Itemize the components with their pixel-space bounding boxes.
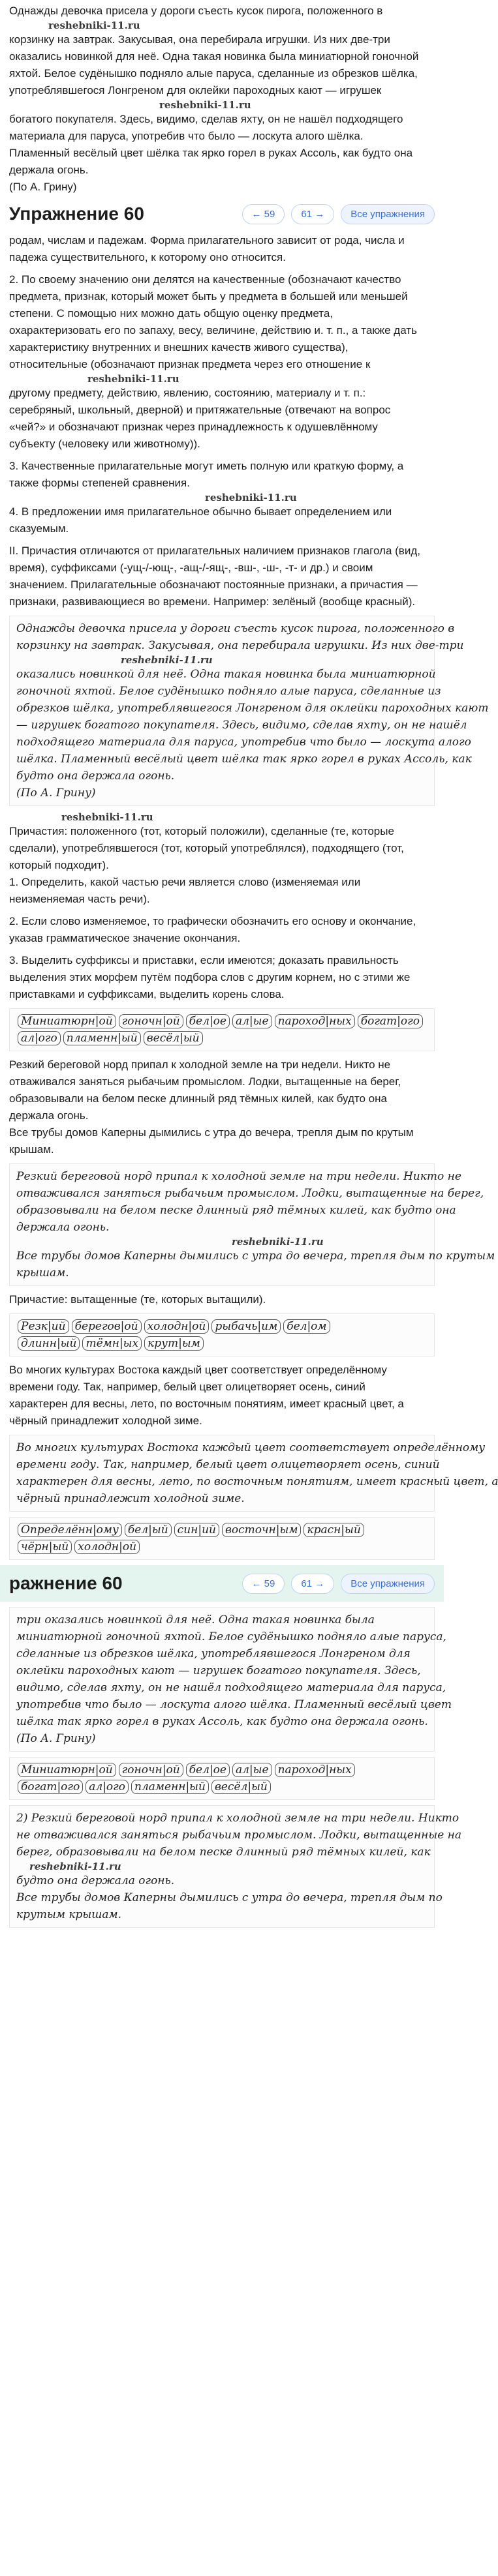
morpheme-word: холодн|ой [74,1540,140,1554]
text-line: времени году. Так, например, белый цвет олицетворяет осень, синий [9,1381,366,1393]
handwritten-analysis [9,616,489,806]
watermark: reshebniki-11.ru [232,1236,324,1248]
watermark: reshebniki-11.ru [48,20,140,31]
text-line: субъекту (человеку или животному)). [9,438,200,450]
text-line: чёрный принадлежит холодной зиме. [16,1492,245,1505]
text-3 [0,1362,444,1430]
exercise-title: ражнение 60 [9,1573,123,1593]
text-2 [0,1056,444,1158]
text-line: степени. С помощью них можно дать общую оценку предмета, [9,307,334,320]
text-line: Пламенный весёлый цвет шёлка так ярко горел в руках Ассоль, как будто она [9,147,413,159]
watermark: reshebniki-11.ru [205,492,297,503]
text-line: богатого покупателя. Здесь, видимо, сделав яхту, он не нашёл подходящего [9,113,403,125]
text-line: сделанные из обрезков шёлка, употреблявшегося Лонгреном для [16,1647,411,1660]
morph-line [16,1335,428,1352]
text-line: шёлка так ярко горел в руках Ассоль, как будто она держала огонь. [16,1715,428,1728]
text-line: характерен для весны, лето, по восточным понятиям, имеет красный цвет, а [9,1398,404,1410]
text-line: шёлка. Пламенный весёлый цвет шёлка так ярко горел в руках Ассоль, как [16,753,472,766]
text-line: употреблявшегося Лонгреном для оклейки пароходных кают — игрушек [9,84,382,97]
text-line: чёрный принадлежит холодной зиме. [9,1415,202,1427]
text-line: обрезков шёлка, употреблявшегося Лонгреном для оклейки пароходных кают [16,702,489,715]
analysis-text [0,811,444,1003]
exercise-header-sticky [0,1565,444,1602]
all-exercises-button[interactable]: Все упражнения [341,1574,435,1594]
text-line: берег, образовывали на белом песке длинный ряд тёмных килей, как [16,1846,431,1859]
text-line: характерен для весны, лето, по восточным понятиям, имеет красный цвет, а [16,1475,498,1488]
text-line: крышам. [9,1143,54,1156]
all-exercises-button[interactable]: Все упражнения [341,204,435,224]
text-line: корзинку на завтрак. Закусывая, она перебирала игрушки. Из них две-три [16,639,464,652]
text-line: падежа существительного, к которому оно относится. [9,251,286,263]
text-line: будто она держала огонь. [16,770,175,783]
morpheme-word: тёмн|ых [82,1336,142,1351]
text-line: будто она держала огонь. [16,1874,175,1887]
morpheme-parsing [9,1517,435,1560]
watermark: reshebniki-11.ru [159,99,251,111]
morpheme-word: богат|ого [18,1780,83,1794]
next-exercise-button[interactable]: 61 → [291,204,334,224]
morpheme-word: бел|ое [186,1763,230,1777]
handwritten-analysis [9,1805,461,1928]
text-line: серебряный, школьный, дверной) и притяжательные (отвечают на вопрос [9,404,391,416]
morpheme-word: син|ий [174,1523,219,1537]
text-line: крутым крышам. [16,1908,121,1921]
morpheme-word: ал|ого [86,1780,129,1794]
morpheme-word: чёрн|ый [18,1540,72,1554]
morpheme-word: берегов|ой [72,1319,142,1334]
exercise-nav [242,1574,435,1594]
morph-line [16,1013,428,1030]
morpheme-word: пароход|ных [275,1014,355,1028]
morpheme-word: гоночн|ой [119,1014,183,1028]
text-line: Резкий береговой норд припал к холодной земле на три недели. Никто не [16,1170,461,1183]
text-line: значением. Прилагательные обозначают постоянные признаки, а причастия — [9,578,418,591]
text-line: материала для паруса, употребив что было — лоскута алого шёлка. [9,130,364,142]
text-line: Причастие: вытащенные (те, которых вытащили). [9,1293,266,1306]
text-line: сказуемым. [9,522,69,535]
morph-line [16,1318,428,1335]
text-line: другому предмету, действию, явлению, состоянию, материалу и т. п.: [9,387,366,399]
exercise-nav [242,204,435,224]
text-line: 1. Определить, какой частью речи является слово (изменяемая или [9,876,361,888]
text-line: оклейки пароходных кают — игрушек богатого покупателя. Здесь, [16,1664,421,1677]
text-line: Во многих культурах Востока каждый цвет соответствует определённому [9,1364,387,1376]
morpheme-word: ал|ые [232,1014,272,1028]
morpheme-word: богат|ого [358,1014,423,1028]
text-line: Все трубы домов Каперны дымились с утра до вечера, трепля дым по крутым [16,1250,495,1263]
morpheme-word: рыбачь|им [211,1319,281,1334]
text-line: 4. В предложении имя прилагательное обычно бывает определением или [9,505,392,518]
text-line: подходящего материала для паруса, употребив что было — лоскута алого [16,736,471,749]
text-line: не отваживался заняться рыбачьим промыслом. Лодки, вытащенные на [16,1829,461,1842]
text-line: 2. Если слово изменяемое, то графически обозначить его основу и окончание, [9,915,416,927]
morpheme-word: бел|ом [283,1319,330,1334]
morph-line [16,1761,428,1778]
morpheme-word: красн|ый [303,1523,364,1537]
text-line: сделали), употреблявшегося (тот, который употреблялся), подходящего (тот, [9,842,404,854]
text-line: выделения этих морфем путём подбора слов с другим корнем, но с этими же [9,971,411,983]
text-line: Однажды девочка присела у дороги съесть кусок пирога, положенного в [16,622,455,635]
text-line: держала огонь. [16,1221,110,1234]
morpheme-word: пламенн|ый [63,1031,141,1045]
morph-line [16,1521,428,1538]
watermark: reshebniki-11.ru [87,373,179,385]
watermark: reshebniki-11.ru [121,654,213,666]
text-line: 3. Качественные прилагательные могут иметь полную или краткую форму, а [9,460,404,472]
text-line: характеристику внутренних и внешних качеств живого существа), [9,341,349,353]
text-line: Резкий береговой норд припал к холодной земле на три недели. Никто не [9,1058,391,1071]
watermark: reshebniki-11.ru [29,1861,121,1872]
text-line: употребив что было — лоскута алого шёлка. Пламенный весёлый цвет [16,1698,452,1711]
text-line: Во многих культурах Востока каждый цвет соответствует определённому [16,1441,486,1454]
text-line: 2. По своему значению они делятся на качественные (обозначают качество [9,273,401,286]
text-line: оказались новинкой для неё. Одна такая новинка была миниатюрной гоночной [9,50,419,63]
theory-text [0,232,444,610]
text-line: видимо, сделав яхту, он не нашёл подходящего материала для паруса, [16,1681,446,1694]
text-line: приставками и суффиксами, выделить корень слова. [9,988,285,1000]
text-line: миниатюрной гоночной яхтой. Белое судёнышко подняло алые паруса, [16,1630,446,1643]
morpheme-word: весёл|ый [211,1780,271,1794]
text-line: отваживался заняться рыбачьим промыслом. Лодки, вытащенные на берег, [16,1187,484,1200]
morpheme-parsing [9,1757,435,1800]
morph-line [16,1538,428,1555]
handwritten-analysis [9,1163,495,1286]
exercise-title: Упражнение 60 [9,203,144,224]
text-line: время), суффиксами (-ущ-/-ющ-, -ащ-/-ящ-, -вш-, -ш-, -т- и др.) и своим [9,562,373,574]
text-line: держала огонь. [9,1109,89,1122]
participle-note [0,1291,444,1308]
text-line: родам, числам и падежам. Форма прилагательного зависит от рода, числа и [9,234,405,247]
morpheme-word: бел|ый [125,1523,172,1537]
text-line: 3. Выделить суффиксы и приставки, если имеются; доказать правильность [9,954,399,966]
handwritten-analysis [9,1607,452,1752]
text-line: времени году. Так, например, белый цвет олицетворяет осень, синий [16,1458,440,1471]
morph-line [16,1030,428,1047]
text-line: признаки, развивающиеся во времени. Например: зелёный (вообще красный). [9,595,416,608]
text-line: (По А. Грину) [9,181,77,193]
text-line: 2) Резкий береговой норд припал к холодной земле на три недели. Никто [16,1812,459,1825]
text-line: оказались новинкой для неё. Одна такая новинка была миниатюрной [16,668,436,681]
text-line: (По А. Грину) [16,786,96,800]
text-line: отваживался заняться рыбачьим промыслом. Лодки, вытащенные на берег, [9,1075,401,1088]
text-line: неизменяемая часть речи). [9,893,150,905]
text-line: указав грамматическое значение окончания. [9,932,241,944]
text-line: относительные (обозначают признак предмета через его отношение к [9,358,371,370]
text-line: корзинку на завтрак. Закусывая, она перебирала игрушки. Из них две-три [9,33,390,46]
text-line: охарактеризовать его по запаху, весу, величине, действию и. т. п., а также дать [9,324,417,337]
text-line: яхтой. Белое судёнышко подняло алые паруса, сделанные из обрезков шёлка, [9,67,418,80]
text-line: (По А. Грину) [16,1732,96,1745]
text-line: Однажды девочка присела у дороги съесть кусок пирога, положенного в [9,5,383,17]
text-line: «чей?» и обозначают признак через принадлежность к одушевлённому [9,421,378,433]
text-line: три оказались новинкой для неё. Одна такая новинка была [16,1613,375,1626]
morpheme-word: Миниатюрн|ой [18,1763,116,1777]
morpheme-word: длинн|ый [18,1336,80,1351]
morpheme-word: бел|ое [186,1014,230,1028]
morpheme-word: ал|ые [232,1763,272,1777]
text-line: гоночной яхтой. Белое судёнышко подняло алые паруса, сделанные из [16,685,441,698]
morpheme-word: холодн|ой [144,1319,210,1334]
morpheme-parsing [9,1313,435,1356]
morph-line [16,1778,428,1795]
handwritten-analysis [9,1435,498,1512]
morpheme-word: Миниатюрн|ой [18,1014,116,1028]
text-line: Все трубы домов Каперны дымились с утра до вечера, трепля дым по [16,1891,443,1904]
text-line: образовывали на белом песке длинный ряд тёмных килей, как будто она [9,1092,387,1105]
morpheme-word: весёл|ый [144,1031,203,1045]
next-exercise-button[interactable]: 61 → [291,1574,334,1594]
text-line: Причастия: положенного (тот, который положили), сделанные (те, которые [9,825,394,837]
text-line: крышам. [16,1266,69,1280]
morpheme-parsing [9,1008,435,1051]
morpheme-word: Определённ|ому [18,1523,122,1537]
morpheme-word: гоночн|ой [119,1763,183,1777]
morpheme-word: Резк|ий [18,1319,69,1334]
morpheme-word: восточн|ым [222,1523,301,1537]
text-line: предмета, признак, который может быть у предмета в большей или меньшей [9,290,408,303]
text-line: который подходит). [9,859,109,871]
text-line: Все трубы домов Каперны дымились с утра до вечера, трепля дым по крутым [9,1126,414,1139]
text-line: образовывали на белом песке длинный ряд тёмных килей, как будто она [16,1204,456,1217]
text-line: также формы степеней сравнения. [9,477,190,489]
text-line: — игрушек богатого покупателя. Здесь, видимо, сделав яхту, он не нашёл [16,719,467,732]
text-line: II. Причастия отличаются от прилагательных наличием признаков глагола (вид, [9,545,420,557]
morpheme-word: пламенн|ый [131,1780,209,1794]
prev-exercise-button[interactable]: ← 59 [242,1574,285,1594]
text-line: держала огонь. [9,164,89,176]
morpheme-word: крут|ым [144,1336,204,1351]
prev-exercise-button[interactable]: ← 59 [242,204,285,224]
exercise-header [0,196,444,232]
intro-text [0,0,444,196]
morpheme-word: ал|ого [18,1031,61,1045]
watermark: reshebniki-11.ru [61,811,153,823]
morpheme-word: пароход|ных [275,1763,355,1777]
